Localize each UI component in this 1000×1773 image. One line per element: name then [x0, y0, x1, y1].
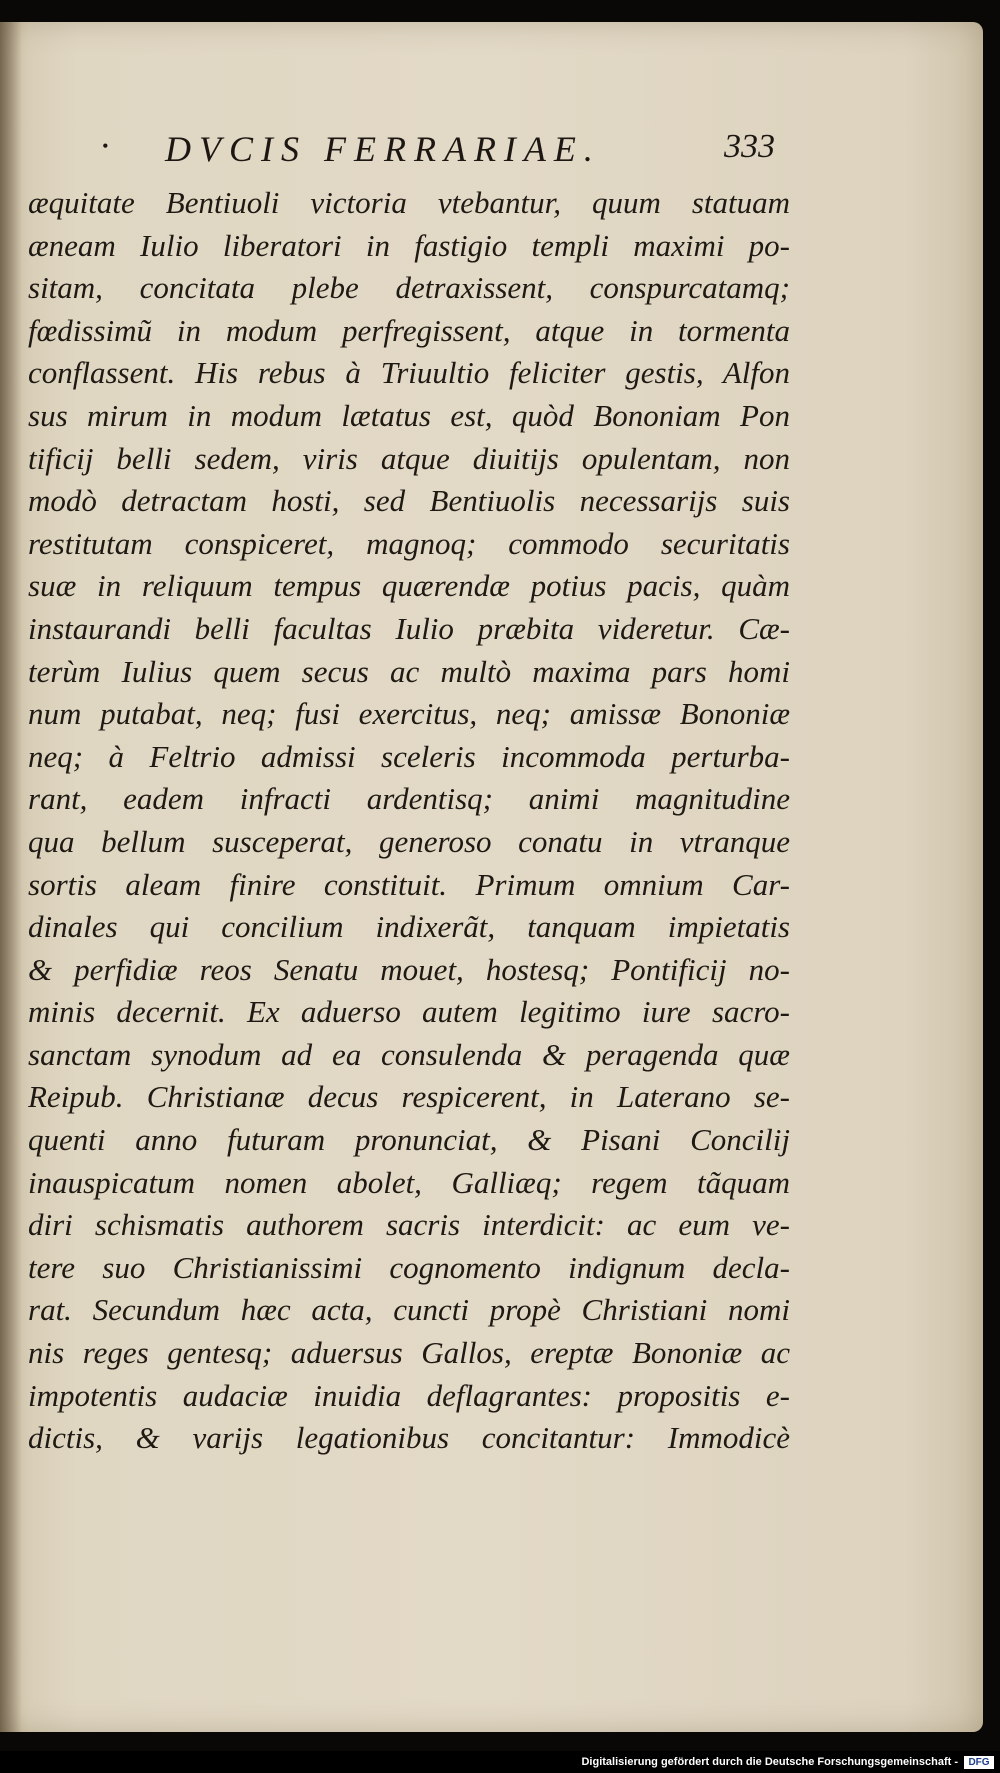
- text-line: quenti anno futuram pronunciat, & Pisani Concilij: [28, 1122, 790, 1158]
- text-line: modò detractam hosti, sed Bentiuolis necessarijs suis: [28, 483, 790, 519]
- text-line: sus mirum in modum lætatus est, quòd Bononiam Pon: [28, 397, 790, 433]
- text-line: impotentis audaciæ inuidia deflagrantes: propositis e-: [28, 1377, 790, 1413]
- text-line: æquitate Bentiuoli victoria vtebantur, quum statuam: [28, 185, 790, 220]
- digitization-credit: Digitalisierung gefördert durch die Deutsche Forschungsgemeinschaft -: [581, 1756, 958, 1768]
- text-line: tere suo Christianissimi cognomento indignum decla-: [28, 1249, 790, 1285]
- text-line: minis decernit. Ex aduerso autem legitimo iure sacro-: [28, 994, 790, 1030]
- text-line: terùm Iulius quem secus ac multò maxima pars homi: [28, 653, 790, 689]
- text-line: dinales qui concilium indixerãt, tanquam impietatis: [28, 909, 790, 945]
- text-line: restitutam conspiceret, magnoq; commodo securitatis: [28, 525, 790, 561]
- footer-bar: [0, 1751, 1000, 1773]
- text-line: nis reges gentesq; aduersus Gallos, ereptæ Bononiæ ac: [28, 1335, 790, 1371]
- text-line: rat. Secundum hæc acta, cuncti propè Christiani nomi: [28, 1292, 790, 1328]
- header-ornament: •: [102, 136, 109, 156]
- text-line: qua bellum susceperat, generoso conatu in vtranque: [28, 823, 790, 859]
- text-line: & perfidiæ reos Senatu mouet, hostesq; Pontificij no-: [28, 951, 790, 987]
- text-line: tificij belli sedem, viris atque diuitijs opulentam, non: [28, 440, 790, 476]
- text-line: sanctam synodum ad ea consulenda & peragenda quæ: [28, 1036, 790, 1072]
- text-line: neq; à Feltrio admissi sceleris incommoda perturba-: [28, 738, 790, 774]
- page-number: 333: [724, 128, 775, 165]
- dfg-logo-icon: DFG: [964, 1756, 994, 1769]
- page-header: [100, 128, 775, 174]
- text-line: sitam, concitata plebe detraxissent, conspurcatamq;: [28, 270, 790, 306]
- text-line: instaurandi belli facultas Iulio præbita videretur. Cæ-: [28, 610, 790, 646]
- text-line: diri schismatis authorem sacris interdicit: ac eum ve-: [28, 1207, 790, 1243]
- text-line: dictis, & varijs legationibus concitantur: Immodicè: [28, 1420, 790, 1456]
- text-line: sortis aleam finire constituit. Primum omnium Car-: [28, 866, 790, 902]
- text-line: fœdissimũ in modum perfregissent, atque in tormenta: [28, 312, 790, 348]
- text-line: æneam Iulio liberatori in fastigio templi maximi po-: [28, 227, 790, 263]
- text-line: Reipub. Christianæ decus respicerent, in Laterano se-: [28, 1079, 790, 1115]
- text-line: num putabat, neq; fusi exercitus, neq; amissæ Bononiæ: [28, 696, 790, 732]
- body-text: [28, 182, 790, 1460]
- text-line: conflassent. His rebus à Triuultio feliciter gestis, Alfon: [28, 355, 790, 391]
- gutter-shadow: [0, 22, 22, 1732]
- text-line: suæ in reliquum tempus quærendæ potius pacis, quàm: [28, 568, 790, 604]
- running-head: DVCIS FERRARIAE.: [165, 129, 601, 169]
- text-line: rant, eadem infracti ardentisq; animi magnitudine: [28, 781, 790, 817]
- text-line: inauspicatum nomen abolet, Galliæq; regem tãquam: [28, 1164, 790, 1200]
